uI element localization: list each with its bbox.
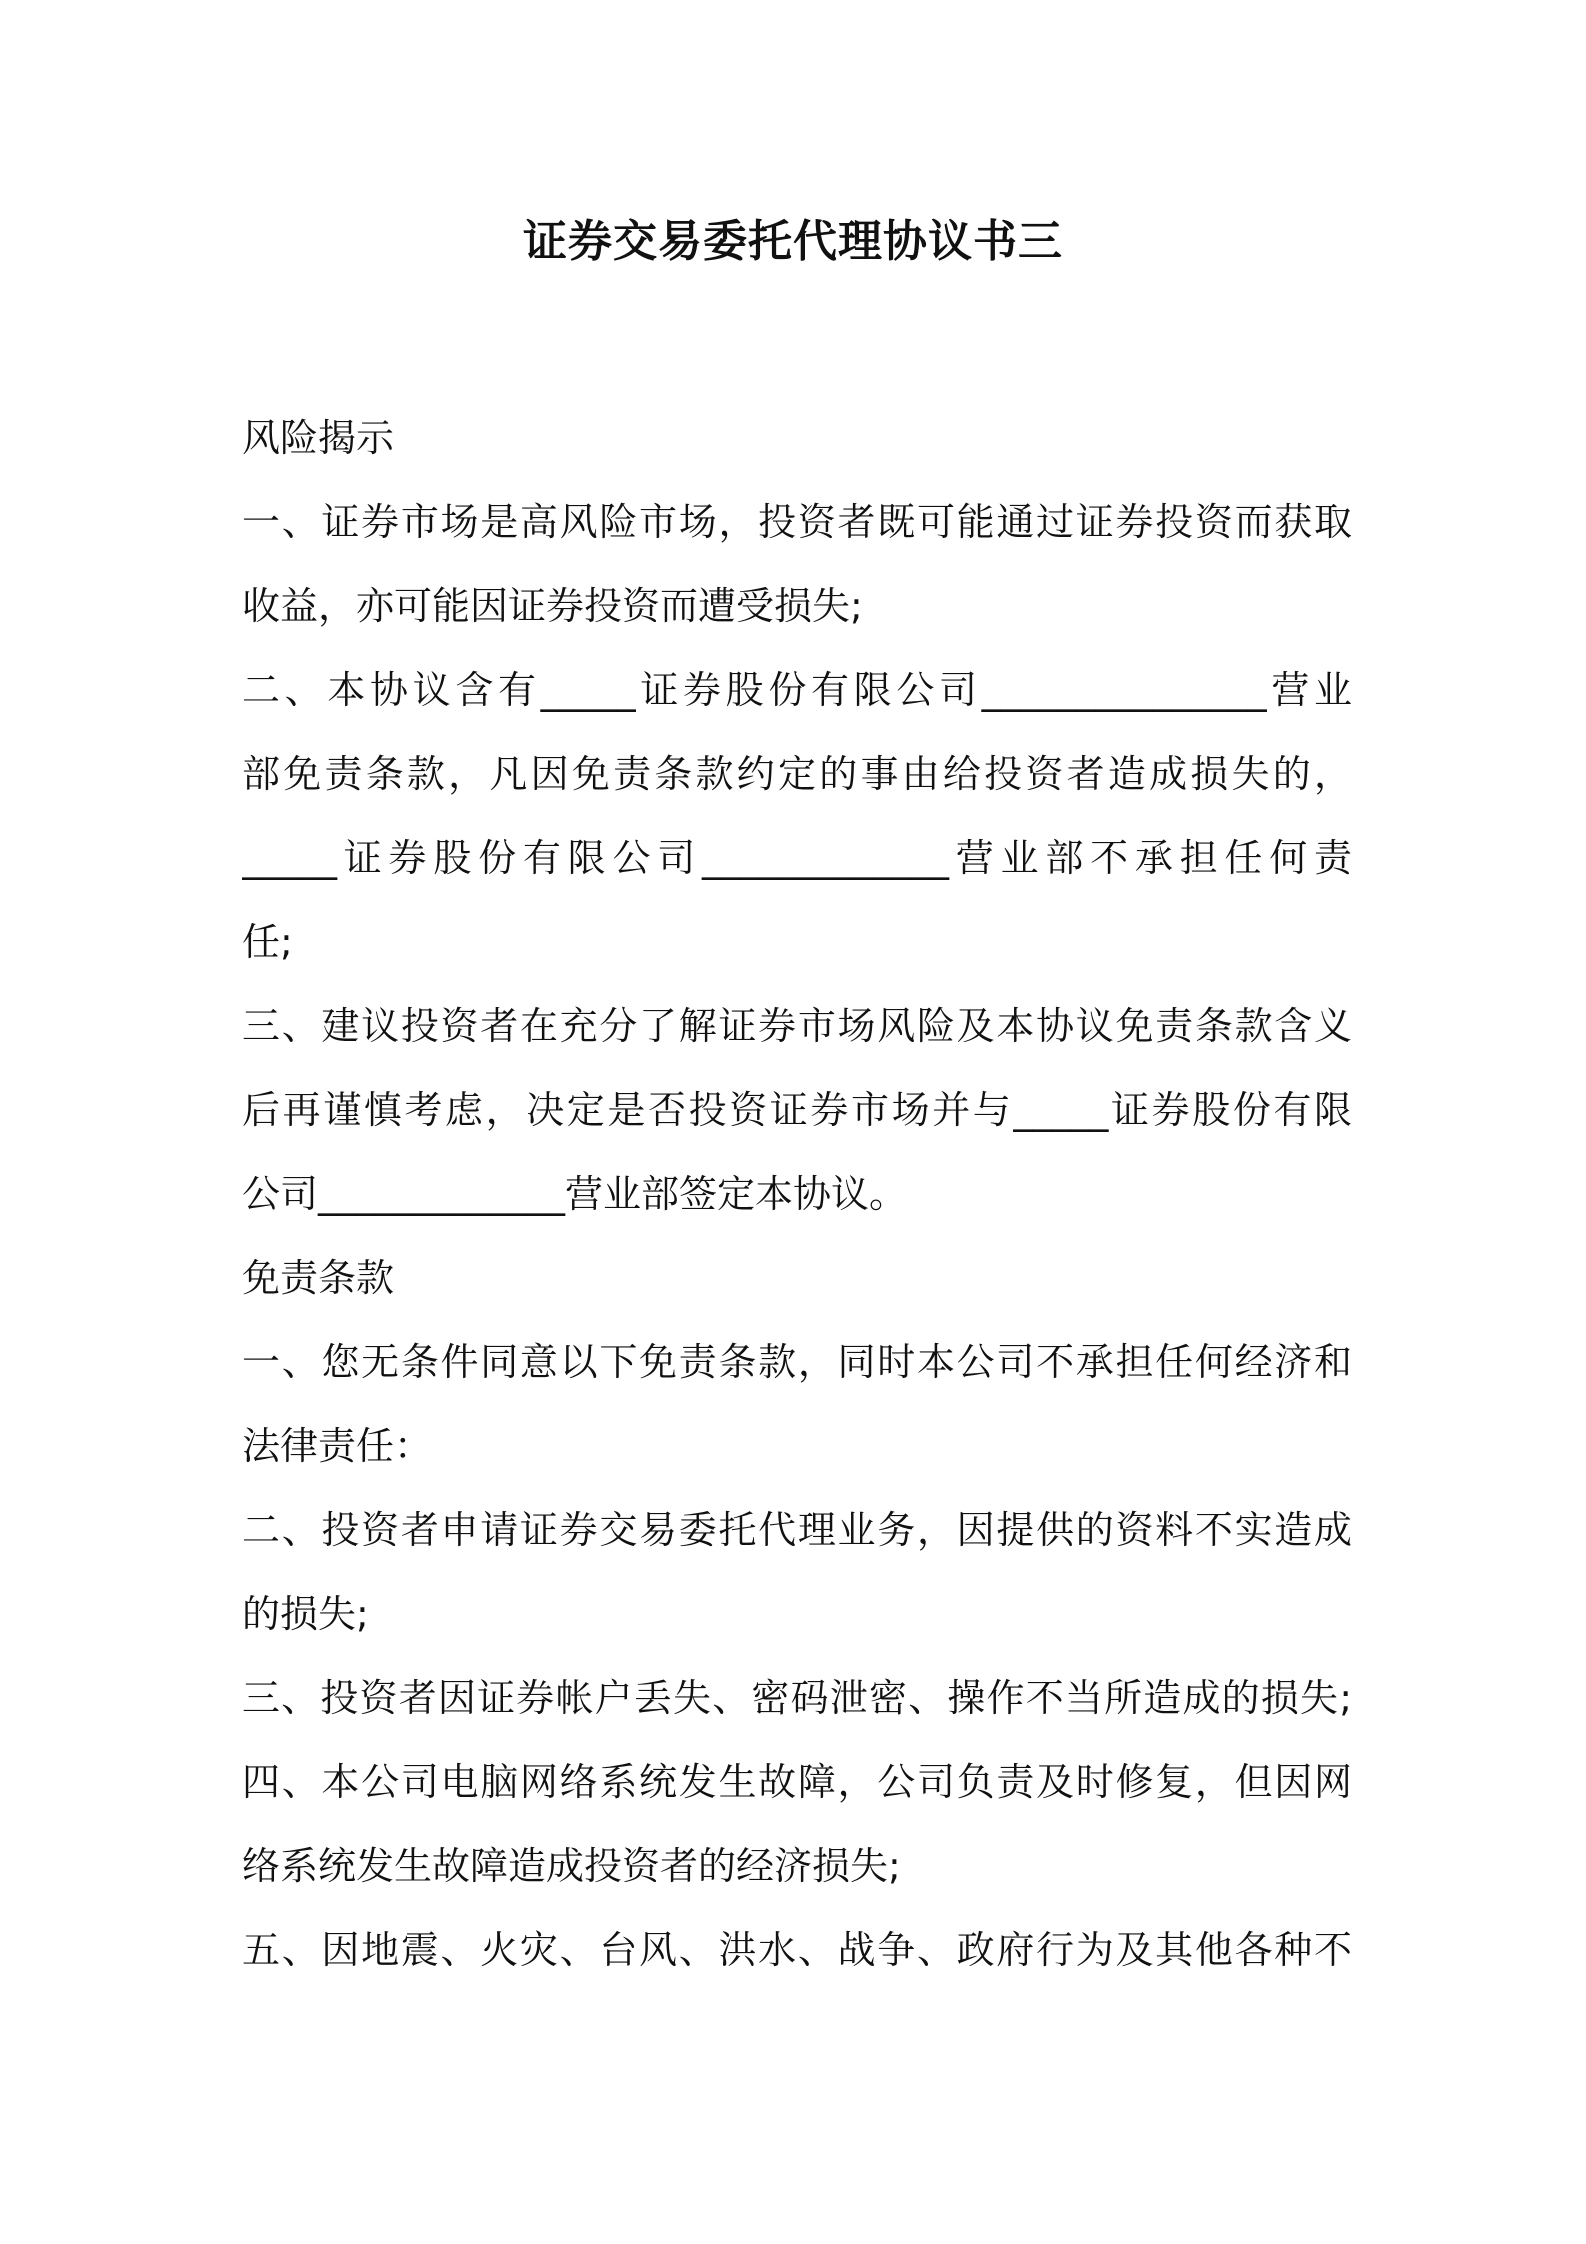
risk-line-6: 任;	[242, 920, 293, 964]
risk-line-1: 一、证券市场是高风险市场，投资者既可能通过证券投资而获取	[242, 500, 1352, 544]
disclaimer-line-1: 一、您无条件同意以下免责条款，同时本公司不承担任何经济和	[242, 1340, 1352, 1384]
disclaimer-line-4: 的损失;	[242, 1592, 369, 1636]
risk-line-2: 收益，亦可能因证券投资而遭受损失;	[242, 584, 863, 628]
disclaimer-line-3: 二、投资者申请证券交易委托代理业务，因提供的资料不实造成	[242, 1508, 1352, 1552]
risk-line-8: 后再谨慎考虑，决定是否投资证券市场并与_____证券股份有限	[242, 1088, 1352, 1132]
disclaimer-line-5: 三、投资者因证券帐户丢失、密码泄密、操作不当所造成的损失;	[242, 1676, 1352, 1720]
disclaimer-line-6: 四、本公司电脑网络系统发生故障，公司负责及时修复，但因网	[242, 1760, 1352, 1804]
disclaimer-heading: 免责条款	[242, 1256, 395, 1300]
disclaimer-line-8: 五、因地震、火灾、台风、洪水、战争、政府行为及其他各种不	[242, 1928, 1352, 1972]
document-title: 证券交易委托代理协议书三	[523, 216, 1063, 267]
risk-line-3: 二、本协议含有_____证券股份有限公司_______________营业	[242, 668, 1352, 712]
risk-line-7: 三、建议投资者在充分了解证券市场风险及本协议免责条款含义	[242, 1004, 1352, 1048]
risk-line-5: _____证券股份有限公司_____________营业部不承担任何责	[242, 836, 1352, 880]
disclaimer-line-7: 络系统发生故障造成投资者的经济损失;	[242, 1844, 901, 1888]
document-body	[242, 396, 1352, 1992]
risk-line-9: 公司_____________营业部签定本协议。	[242, 1172, 908, 1216]
risk-line-4: 部免责条款，凡因免责条款约定的事由给投资者造成损失的，	[242, 752, 1352, 796]
disclaimer-line-2: 法律责任：	[242, 1424, 433, 1468]
risk-disclosure-heading: 风险揭示	[242, 416, 395, 460]
